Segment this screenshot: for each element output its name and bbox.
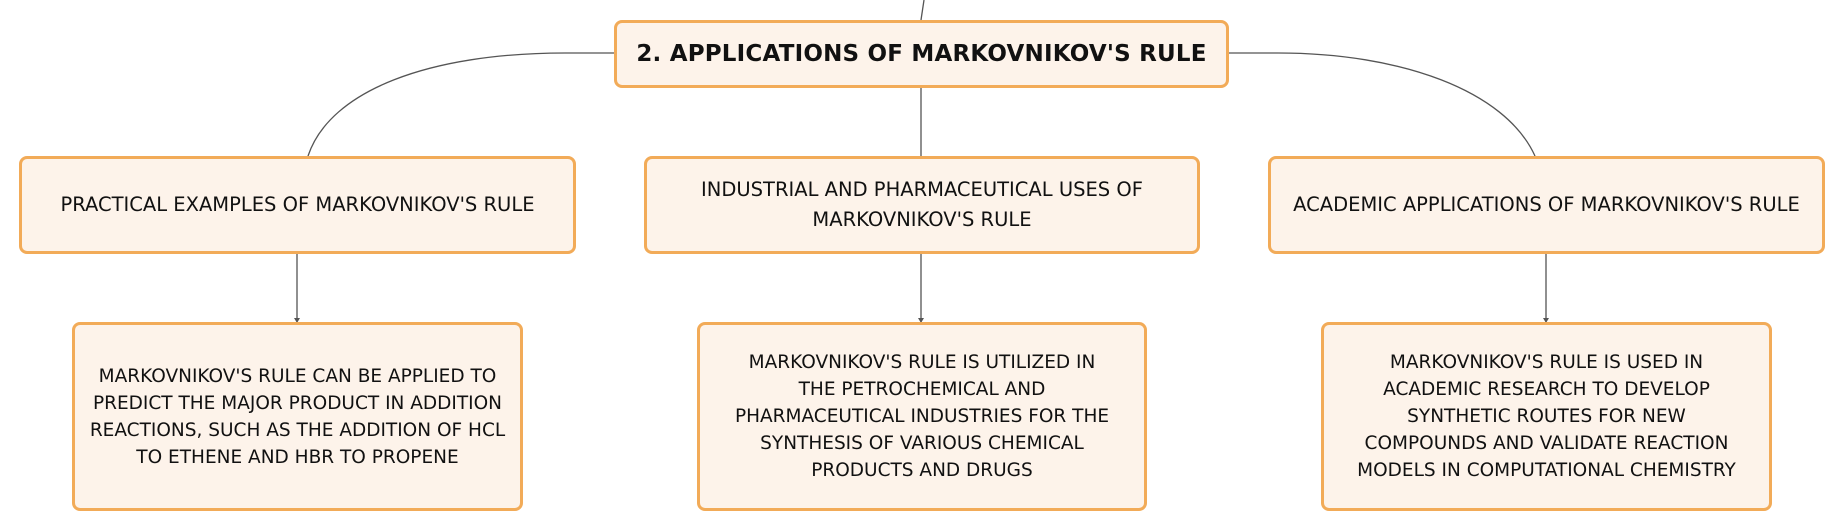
branch-label-industrial-uses: INDUSTRIAL AND PHARMACEUTICAL USES OF MARKOVNIKOV'S RULE <box>701 178 1143 231</box>
branch-label-practical-examples: PRACTICAL EXAMPLES OF MARKOVNIKOV'S RULE <box>60 193 535 216</box>
root-topic-label: 2. APPLICATIONS OF MARKOVNIKOV'S RULE <box>636 41 1207 67</box>
detail-node-academic-applications[interactable] <box>1321 322 1772 511</box>
connector-root-to-branch-3 <box>1229 53 1535 156</box>
detail-text-practical-examples: MARKOVNIKOV'S RULE CAN BE APPLIED TO PREDICT THE MAJOR PRODUCT IN ADDITION REACTIONS, SUCH AS THE ADDITION OF HCL TO ETHENE AND HBR TO PROPENE <box>89 365 506 468</box>
connector-root-to-branch-1 <box>308 53 614 156</box>
branch-label-academic-applications: ACADEMIC APPLICATIONS OF MARKOVNIKOV'S RULE <box>1293 193 1800 216</box>
detail-text-academic-applications: MARKOVNIKOV'S RULE IS USED IN ACADEMIC RESEARCH TO DEVELOP SYNTHETIC ROUTES FOR NEW COMPOUNDS AND VALIDATE REACTION MODELS IN COMPUTATIONAL CHEMISTRY <box>1357 352 1736 481</box>
branch-node-practical-examples[interactable] <box>19 156 576 254</box>
detail-text-industrial-uses: MARKOVNIKOV'S RULE IS UTILIZED IN THE PETROCHEMICAL AND PHARMACEUTICAL INDUSTRIES FOR THE SYNTHESIS OF VARIOUS CHEMICAL PRODUCTS AND DRUGS <box>734 352 1110 481</box>
detail-node-practical-examples[interactable] <box>72 322 523 511</box>
branch-node-industrial-uses[interactable] <box>644 156 1200 254</box>
root-topic-node[interactable] <box>614 20 1229 88</box>
connector-parent-to-root <box>921 0 924 20</box>
branch-node-academic-applications[interactable] <box>1268 156 1825 254</box>
detail-node-industrial-uses[interactable] <box>697 322 1147 511</box>
